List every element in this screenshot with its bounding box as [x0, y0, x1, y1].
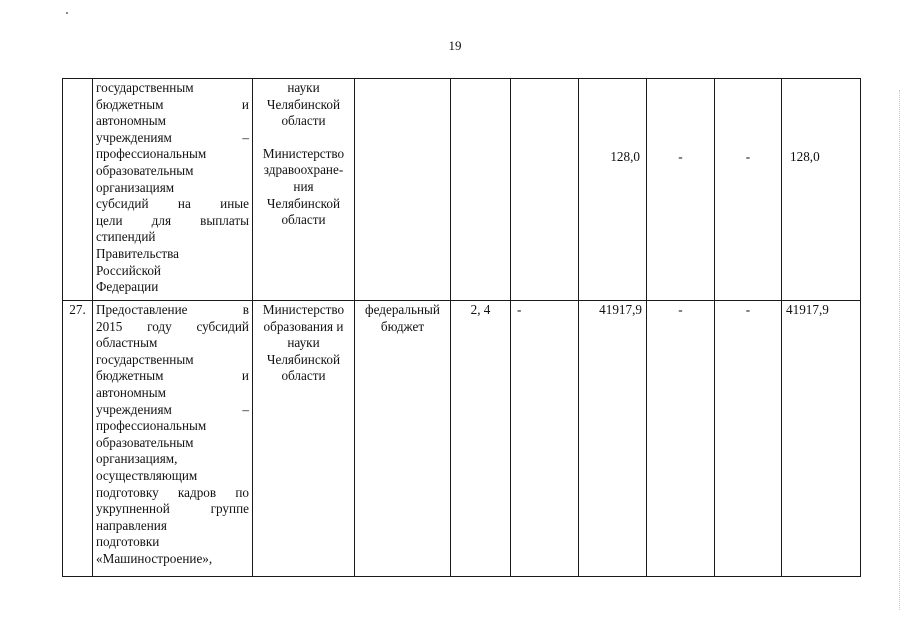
scan-edge-artifact	[899, 90, 902, 610]
amount-cell: 41917,9	[782, 301, 861, 577]
amount-cell: -	[647, 301, 715, 577]
organization-cell	[253, 301, 355, 577]
description-cell	[93, 301, 253, 577]
description-line: образовательным	[96, 434, 194, 450]
table-row	[63, 301, 861, 577]
tasks-cell	[451, 79, 511, 301]
description-line: направления	[96, 517, 167, 533]
organization-line: науки	[287, 335, 320, 351]
description-line: профессиональным	[96, 418, 207, 434]
funding-source-cell	[355, 301, 451, 577]
description-line: организациям,	[96, 451, 178, 467]
organization-line: науки	[287, 80, 320, 95]
table-row	[63, 79, 861, 301]
organization-line: ния	[293, 178, 314, 194]
description-line: цели для выплаты	[96, 212, 249, 228]
amount-cell: -	[715, 79, 782, 301]
description-line: автономным	[96, 113, 166, 129]
amount-cell: 128,0	[782, 79, 861, 301]
description-line: учреждениям –	[96, 129, 249, 145]
organization-gap	[256, 130, 351, 146]
scan-speck	[66, 12, 68, 14]
funding-source-cell	[355, 79, 451, 301]
description-line: осуществляющим	[96, 467, 198, 483]
total-cell: 41917,9	[579, 301, 647, 577]
amount-cell: -	[511, 301, 579, 577]
description-line: 2015 году субсидий	[96, 318, 249, 334]
organization-line: Челябинской	[266, 96, 341, 112]
page-number: 19	[448, 38, 462, 53]
organization-line: здравоохране-	[263, 162, 344, 178]
amount-cell: -	[647, 79, 715, 301]
description-line: образовательным	[96, 162, 194, 178]
description-line: Российской	[96, 262, 161, 278]
description-line: подготовки	[96, 534, 160, 550]
description-line: учреждениям –	[96, 401, 249, 417]
description-cell	[93, 79, 253, 301]
row-number-cell: 27.	[63, 301, 93, 577]
row-number-cell	[63, 79, 93, 301]
organization-cell	[253, 79, 355, 301]
funding-source-line: федеральный	[365, 302, 440, 317]
tasks-cell: 2, 4	[451, 301, 511, 577]
description-line: государственным	[96, 80, 194, 95]
description-line: областным	[96, 335, 158, 351]
description-line: профессиональным	[96, 146, 207, 162]
organization-line: области	[281, 113, 326, 129]
description-line: укрупненной группе	[96, 501, 249, 517]
funding-source-line: бюджет	[380, 318, 425, 334]
organization-line: Челябинской	[266, 195, 341, 211]
description-line: Федерации	[96, 279, 159, 295]
description-line: Правительства	[96, 245, 179, 261]
organization-line: Челябинской	[266, 351, 341, 367]
total-cell: 128,0	[579, 79, 647, 301]
budget-table	[62, 78, 861, 577]
amount-cell: -	[715, 301, 782, 577]
description-line: субсидий на иные	[96, 196, 249, 212]
description-line: «Машиностроение»,	[96, 550, 213, 566]
description-line: автономным	[96, 384, 166, 400]
organization-line: области	[281, 368, 326, 384]
organization-line: образования и	[263, 318, 344, 334]
description-line: Предоставление в	[96, 302, 249, 317]
description-line: организациям	[96, 179, 175, 195]
description-line: стипендий	[96, 229, 156, 245]
description-line: бюджетным и	[96, 368, 249, 384]
description-line: государственным	[96, 351, 194, 367]
description-line: бюджетным и	[96, 96, 249, 112]
amount-cell	[511, 79, 579, 301]
description-line: подготовку кадров по	[96, 484, 249, 500]
organization-line: Министерство	[262, 145, 345, 161]
organization-line: Министерство	[262, 302, 345, 317]
organization-line: области	[281, 212, 326, 228]
